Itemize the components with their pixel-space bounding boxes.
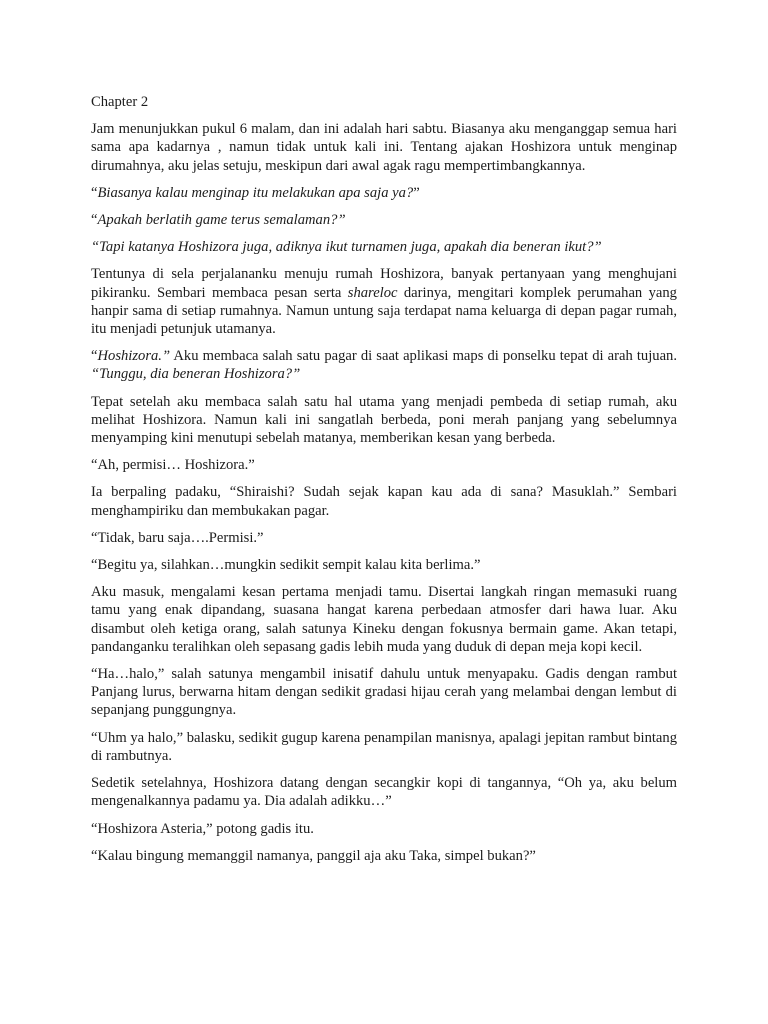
text-segment: Tepat setelah aku membaca salah satu hal utama yang menjadi pembeda di setiap rumah, aku melihat Hoshizora. Namun kali ini sangatlah berbeda, poni merah panjang yang sebelumnya menyamping kini menutupi sebelah matanya, memberikan kesan yang berbeda. <box>91 393 677 447</box>
italic-text: Apakah berlatih game terus semalaman?” <box>97 212 346 229</box>
text-segment: ” <box>413 184 420 201</box>
text-segment: “ <box>91 184 98 201</box>
text-segment: Tentunya di sela perjalananku menuju rumah Hoshizora, banyak pertanyaan yang menghujani pikiranku. Sembari membaca pesan serta <box>91 266 677 301</box>
text-segment: “Tidak, baru saja….Permisi.” <box>91 529 264 546</box>
paragraph <box>91 347 677 383</box>
text-segment: “Ah, permisi… Hoshizora.” <box>91 457 255 474</box>
text-segment: Sedetik setelahnya, Hoshizora datang dengan secangkir kopi di tangannya, “Oh ya, aku belum mengenalkannya padamu ya. Dia adalah adikku…” <box>91 775 677 810</box>
paragraph <box>91 456 677 474</box>
paragraph <box>91 665 677 720</box>
body-text <box>91 120 677 865</box>
paragraph <box>91 120 677 175</box>
text-segment: “ <box>91 212 98 229</box>
paragraph <box>91 238 677 256</box>
paragraph <box>91 265 677 338</box>
paragraph <box>91 847 677 865</box>
text-segment: darinya, mengitari komplek perumahan yang hanpir sama di setiap rumahnya. Namun untung saja terdapat nama keluarga di depan pagar rumah, itu menjadi petunjuk utamanya. <box>91 284 677 338</box>
paragraph <box>91 556 677 574</box>
paragraph <box>91 774 677 810</box>
text-segment: “Ha…halo,” salah satunya mengambil inisatif dahulu untuk menyapaku. Gadis dengan rambut Panjang lurus, berwarna hitam dengan sedikit gradasi hijau cerah yang melambai dengan lembut di sepanjang punggungnya. <box>91 666 677 719</box>
paragraph <box>91 211 677 229</box>
text-segment: Jam menunjukkan pukul 6 malam, dan ini adalah hari sabtu. Biasanya aku menganggap semua hari sama apa kadarnya , namun tidak untuk kali ini. Tentang ajakan Hoshizora untuk menginap dirumahnya, aku jelas setuju, meskipun dari awal agak ragu mempertimbangkannya. <box>91 121 677 174</box>
text-segment: Aku membaca salah satu pagar di saat aplikasi maps di ponselku tepat di arah tujuan. <box>170 348 677 365</box>
paragraph <box>91 393 677 448</box>
text-segment: “ <box>91 348 98 365</box>
text-segment: Aku masuk, mengalami kesan pertama menjadi tamu. Disertai langkah ringan memasuki ruang tamu yang enak dipandang, suasana hangat karena perbedaan atmosfer dari hawa luar. Aku disambut oleh ketiga orang, salah satunya Kineku dengan fokusnya bermain game. Akan tetapi, pandanganku teralihkan oleh sepasang gadis lebih muda yang duduk di depan meja kopi kecil. <box>91 584 677 655</box>
italic-text: Hoshizora.” <box>97 348 171 365</box>
italic-text: Biasanya kalau menginap itu melakukan apa saja ya? <box>97 184 414 201</box>
paragraph <box>91 729 677 765</box>
paragraph <box>91 820 677 838</box>
italic-text: “Tunggu, dia beneran Hoshizora?” <box>91 366 301 383</box>
italic-text: “Tapi katanya Hoshizora juga, adiknya ikut turnamen juga, apakah dia beneran ikut?” <box>91 239 602 256</box>
text-segment: “Hoshizora Asteria,” potong gadis itu. <box>91 820 314 837</box>
chapter-title: Chapter 2 <box>91 94 149 110</box>
paragraph <box>91 529 677 547</box>
italic-text: shareloc <box>347 284 398 301</box>
text-segment: “Kalau bingung memanggil namanya, panggil aja aku Taka, simpel bukan?” <box>91 847 536 864</box>
paragraph <box>91 583 677 656</box>
paragraph <box>91 483 677 519</box>
text-segment: “Uhm ya halo,” balasku, sedikit gugup karena penampilan manisnya, apalagi jepitan rambut bintang di rambutnya. <box>91 729 677 764</box>
text-segment: Ia berpaling padaku, “Shiraishi? Sudah sejak kapan kau ada di sana? Masuklah.” Sembari menghampiriku dan membukakan pagar. <box>91 484 677 519</box>
paragraph <box>91 184 677 202</box>
document-page <box>91 93 677 874</box>
text-segment: “Begitu ya, silahkan…mungkin sedikit sempit kalau kita berlima.” <box>91 557 481 574</box>
